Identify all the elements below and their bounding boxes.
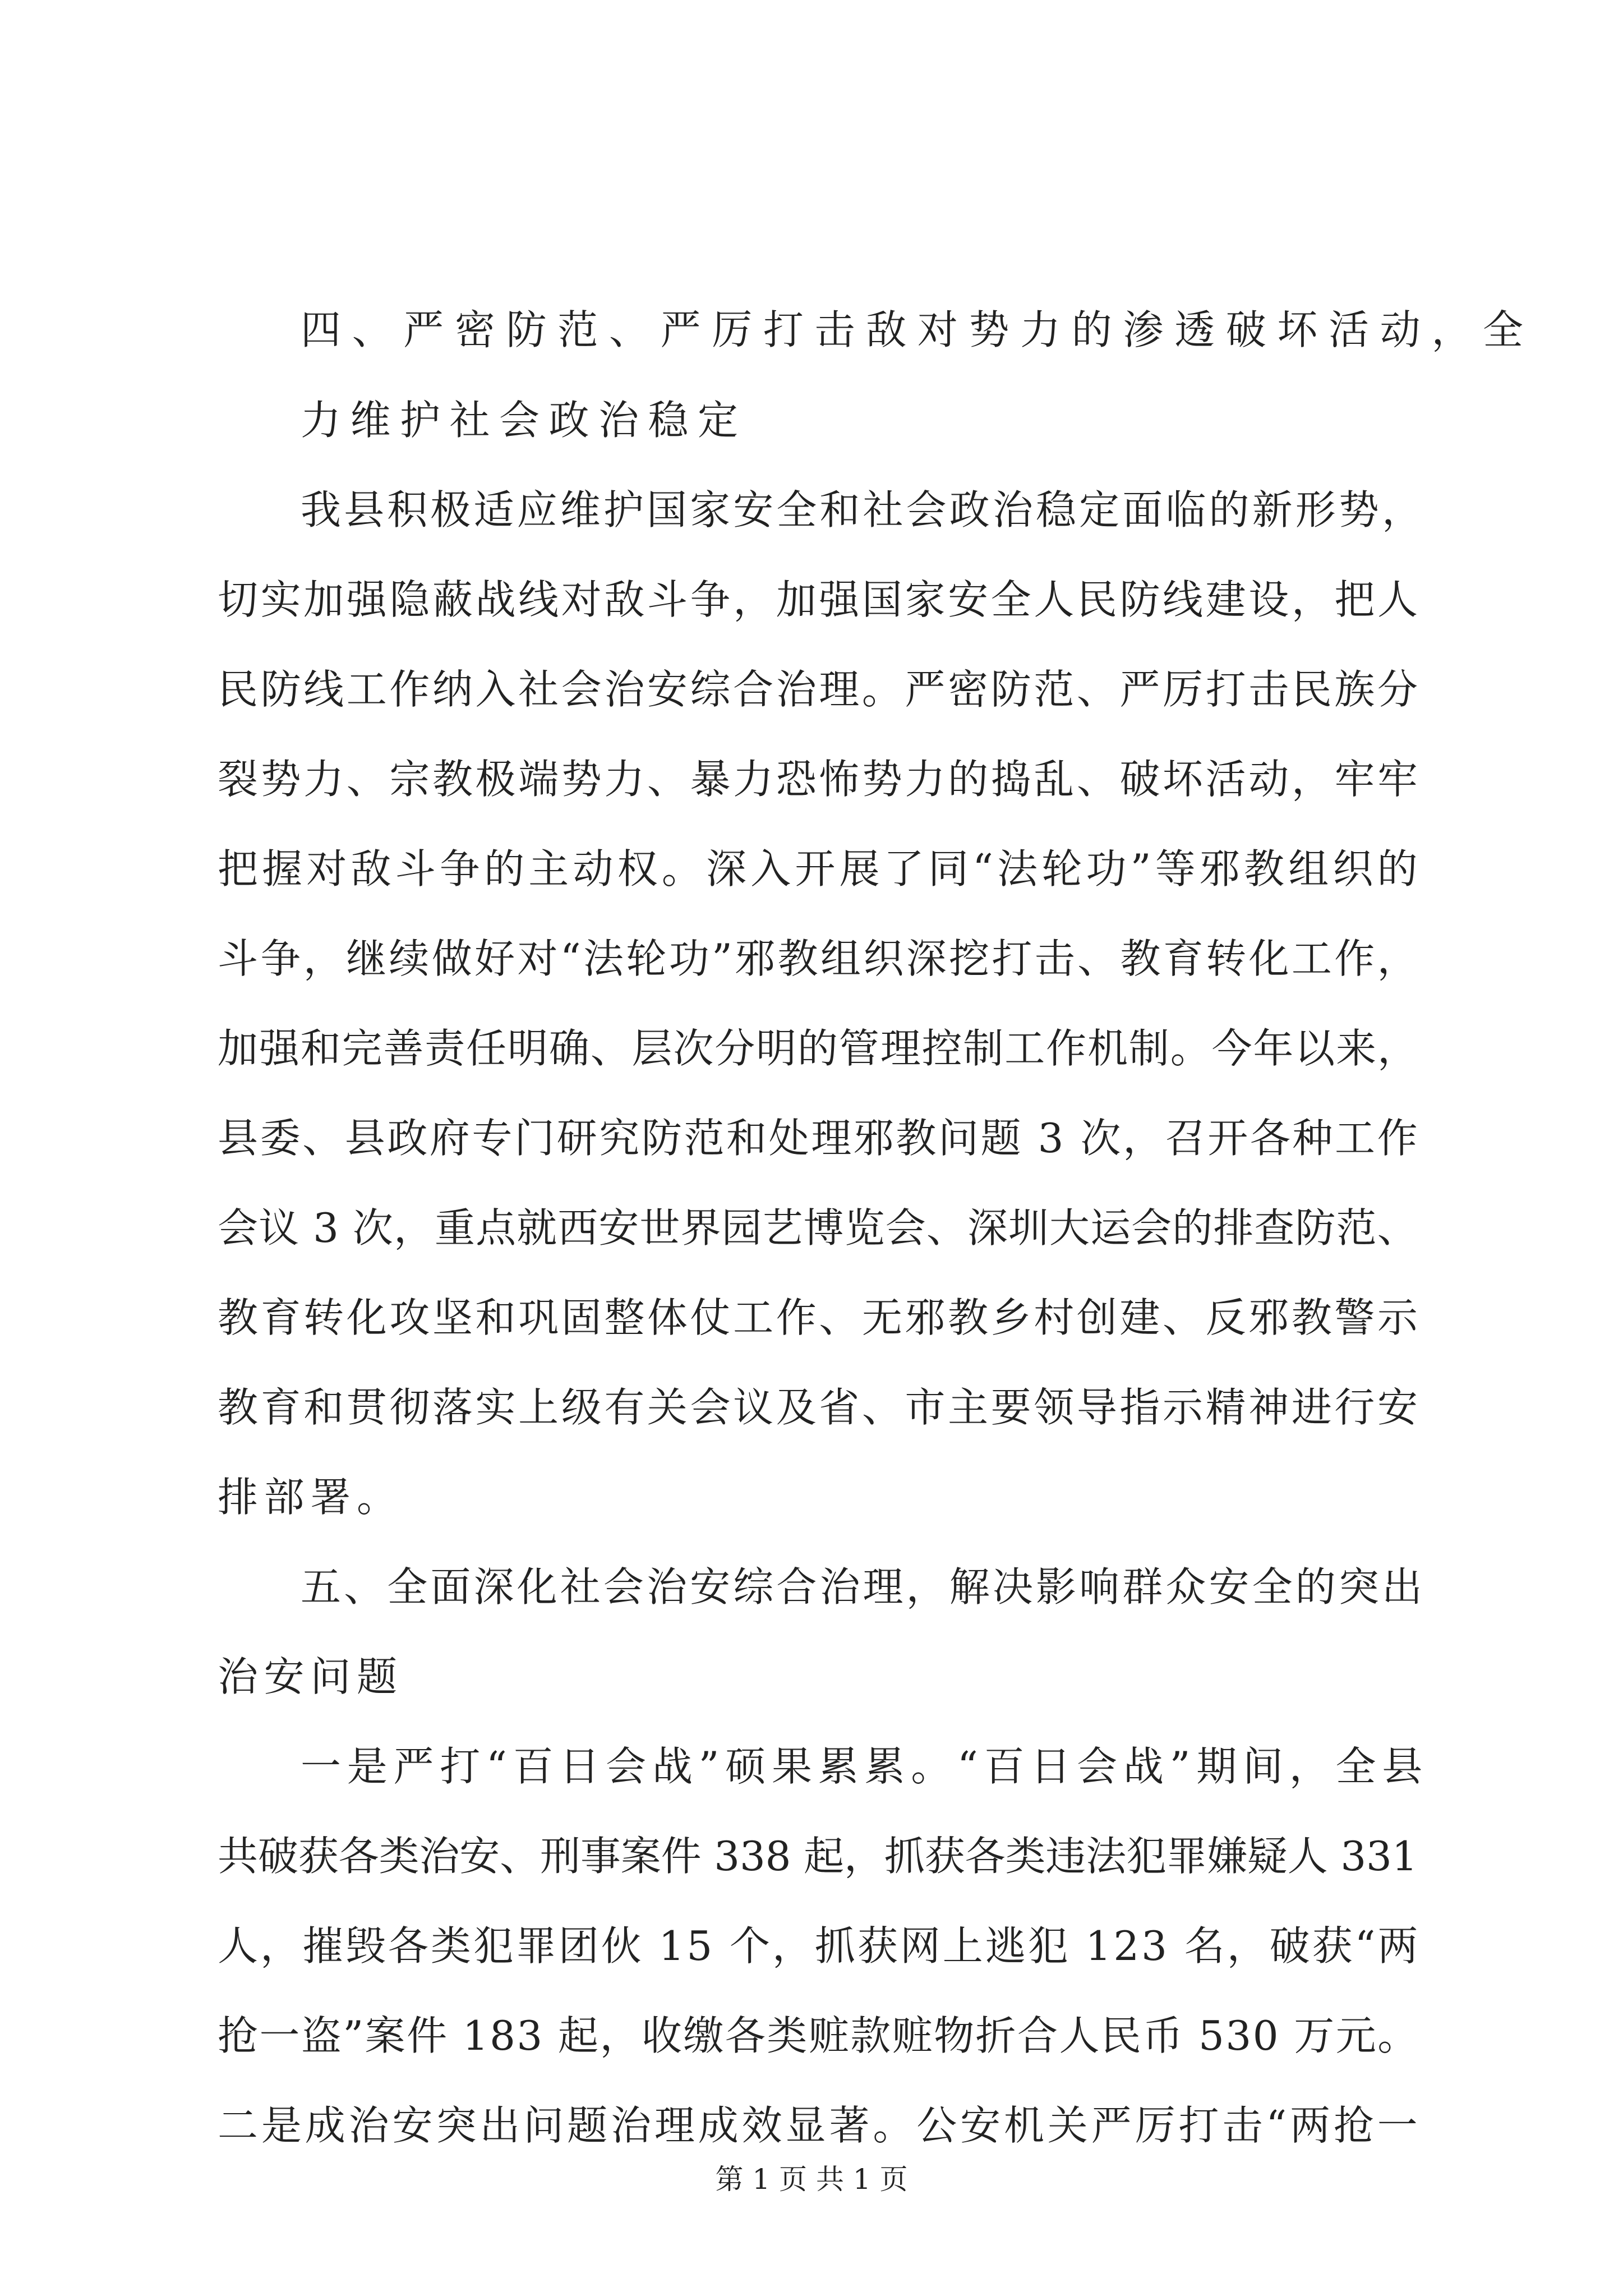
paragraph-line: 教育和贯彻落实上级有关会议及省、市主要领导指示精神进行安 <box>218 1384 1421 1431</box>
paragraph-line: 人，摧毁各类犯罪团伙 15 个，抓获网上逃犯 123 名，破获“两 <box>218 1922 1421 1970</box>
paragraph-line: 裂势力、宗教极端势力、暴力恐怖势力的捣乱、破坏活动，牢牢 <box>218 756 1421 803</box>
paragraph-line: 切实加强隐蔽战线对敌斗争，加强国家安全人民防线建设，把人 <box>218 576 1421 623</box>
paragraph-line: 把握对敌斗争的主动权。深入开展了同“法轮功”等邪教组织的 <box>218 845 1422 892</box>
section-heading-4-line-1: 四、严密防范、严厉打击敌对势力的渗透破坏活动，全 <box>301 306 1534 353</box>
paragraph-line: 会议 3 次，重点就西安世界园艺博览会、深圳大运会的排查防范、 <box>218 1204 1418 1251</box>
section-heading-5-line-1: 五、全面深化社会治安综合治理，解决影响群众安全的突出 <box>301 1563 1426 1611</box>
section-heading-4-line-2: 力维护社会政治稳定 <box>301 397 748 444</box>
paragraph-line: 一是严打“百日会战”硕果累累。“百日会战”期间，全县 <box>301 1743 1428 1790</box>
paragraph-line: 我县积极适应维护国家安全和社会政治稳定面临的新形势， <box>301 486 1426 533</box>
paragraph-line: 县委、县政府专门研究防范和处理邪教问题 3 次，召开各种工作 <box>218 1115 1420 1162</box>
paragraph-line: 教育转化攻坚和巩固整体仗工作、无邪教乡村创建、反邪教警示 <box>218 1294 1421 1341</box>
section-heading-5-line-2: 治安问题 <box>218 1653 403 1700</box>
paragraph-line: 排部署。 <box>218 1474 403 1521</box>
paragraph-line: 抢一盗”案件 183 起，收缴各类赃款赃物折合人民币 530 万元。 <box>218 2012 1419 2059</box>
paragraph-line: 斗争，继续做好对“法轮功”邪教组织深挖打击、教育转化工作， <box>218 935 1420 982</box>
paragraph-line: 共破获各类治安、刑事案件 338 起，抓获各类违法犯罪嫌疑人 331 <box>218 1833 1418 1880</box>
paragraph-line: 加强和完善责任明确、层次分明的管理控制工作机制。今年以来， <box>218 1025 1419 1072</box>
page-number-footer: 第 1 页 共 1 页 <box>715 2163 908 2196</box>
paragraph-line: 民防线工作纳入社会治安综合治理。严密防范、严厉打击民族分 <box>218 666 1421 713</box>
paragraph-line: 二是成治安突出问题治理成效显著。公安机关严厉打击“两抢一 <box>218 2102 1421 2149</box>
